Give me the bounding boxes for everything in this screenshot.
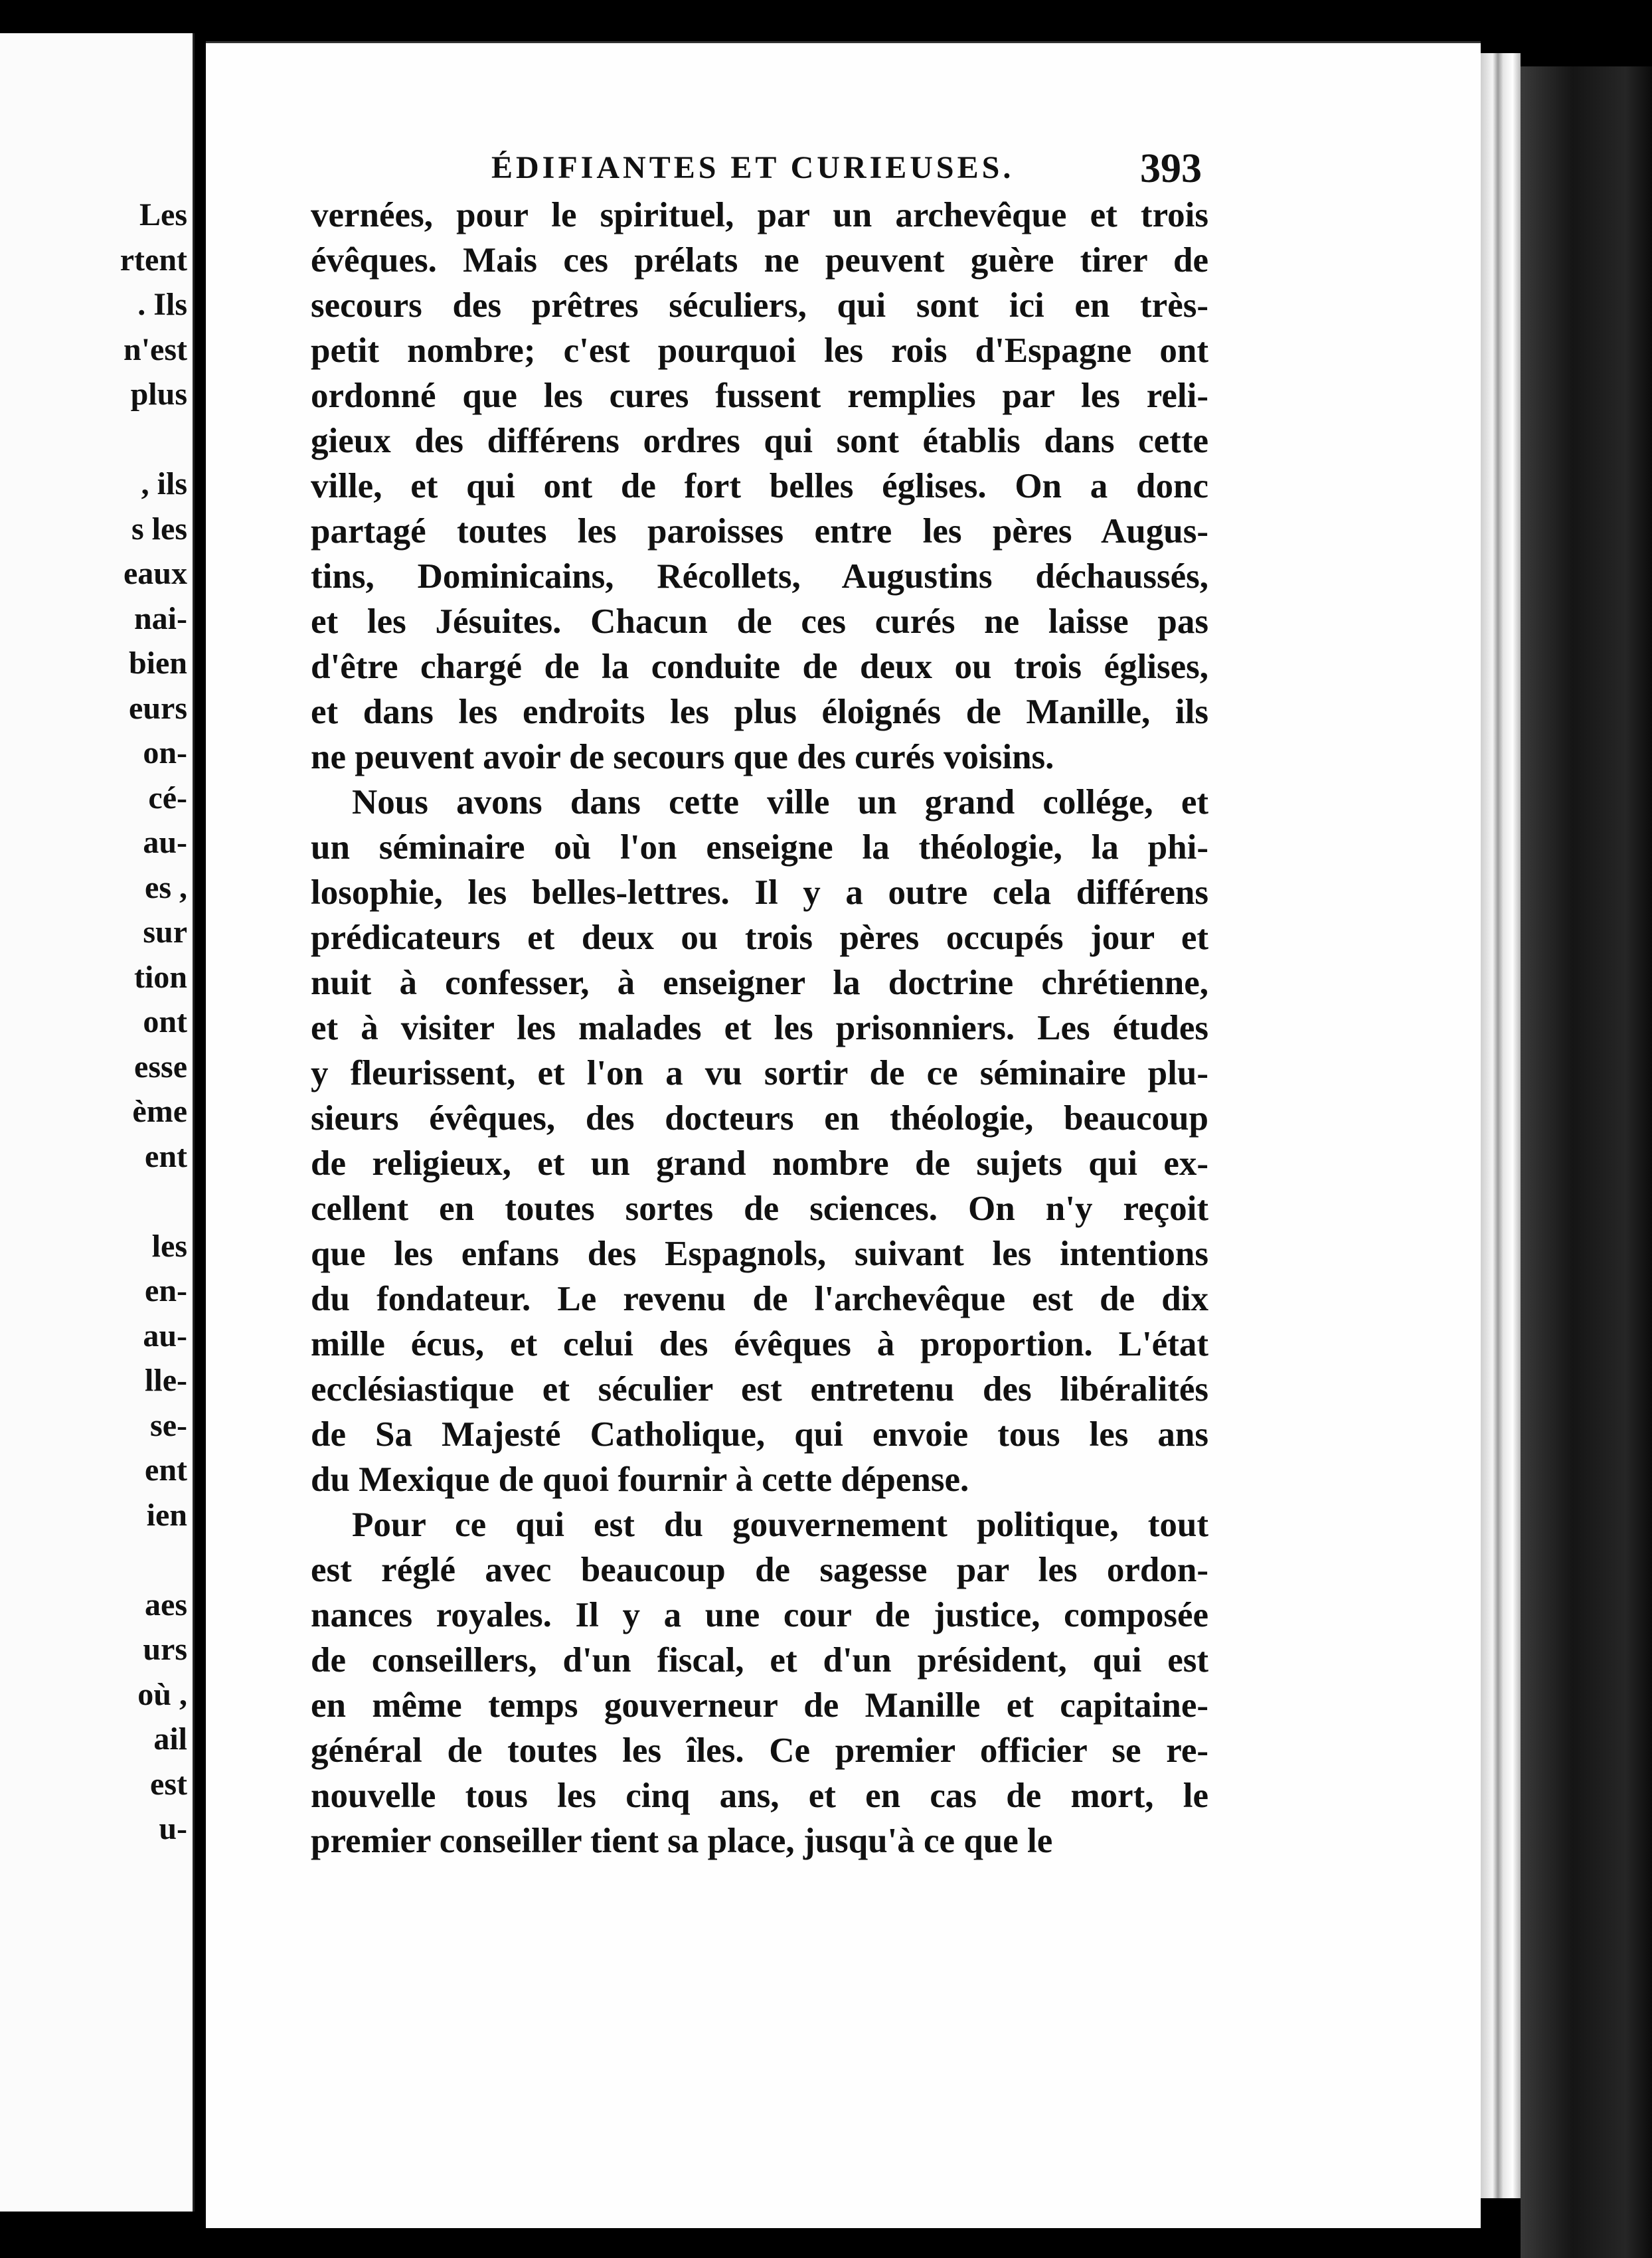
left-page-fragment: ème (132, 1094, 187, 1129)
left-page-fragment: urs (143, 1632, 187, 1667)
text-line: est réglé avec beaucoup de sagesse par les ordon- (311, 1551, 1208, 1589)
left-page-fragment: en- (145, 1273, 187, 1308)
left-page-fragment: nai- (133, 600, 187, 636)
text-line: mille écus, et celui des évêques à proportion. L'état (311, 1325, 1208, 1363)
text-line: Pour ce qui est du gouvernement politique, tout (352, 1506, 1208, 1544)
text-line: de Sa Majesté Catholique, qui envoie tous les ans (311, 1415, 1208, 1454)
left-page-fragment: cé- (148, 780, 187, 816)
left-page-fragment: est (150, 1766, 187, 1802)
text-line: que les enfans des Espagnols, suivant les intentions (311, 1235, 1208, 1273)
text-line: secours des prêtres séculiers, qui sont ici en très- (311, 286, 1208, 325)
left-page-fragment: lle- (145, 1363, 187, 1398)
left-page-fragment: les (151, 1228, 187, 1264)
text-line: et dans les endroits les plus éloignés de Manille, ils (311, 693, 1208, 731)
page-number: 393 (1140, 146, 1202, 191)
text-line: et à visiter les malades et les prisonniers. Les études (311, 1009, 1208, 1047)
text-line: nouvelle tous les cinq ans, et en cas de mort, le (311, 1777, 1208, 1815)
text-line: ne peuvent avoir de secours que des curés voisins. (311, 738, 1054, 776)
text-line: général de toutes les îles. Ce premier officier se re- (311, 1731, 1208, 1770)
left-page-fragment: ont (143, 1004, 187, 1039)
body-text (311, 193, 1208, 1864)
text-line: prédicateurs et deux ou trois pères occupés jour et (311, 918, 1208, 957)
text-line: nuit à confesser, à enseigner la doctrine chrétienne, (311, 964, 1208, 1002)
left-page-fragment: eaux (124, 556, 187, 591)
text-line: de conseillers, d'un fiscal, et d'un président, qui est (311, 1641, 1208, 1680)
left-page-fragment: rtent (120, 242, 187, 278)
page-header (491, 146, 1222, 196)
page-edge-strip (1481, 53, 1521, 2198)
text-line: losophie, les belles-lettres. Il y a outre cela différens (311, 873, 1208, 912)
text-line: Nous avons dans cette ville un grand collége, et (352, 783, 1208, 822)
text-line: cellent en toutes sortes de sciences. On n'y reçoit (311, 1189, 1208, 1228)
left-page-fragment: n'est (124, 331, 187, 367)
book-binding-edge (1521, 66, 1652, 2258)
text-line: évêques. Mais ces prélats ne peuvent guère tirer de (311, 241, 1208, 280)
left-page-fragment: au- (143, 1318, 187, 1353)
left-page-text-fragments (0, 33, 193, 2212)
text-line: vernées, pour le spirituel, par un archevêque et trois (311, 196, 1208, 234)
left-page-fragment: . Ils (137, 287, 187, 322)
left-page-fragment: , ils (141, 466, 187, 501)
text-line: gieux des différens ordres qui sont établis dans cette (311, 422, 1208, 460)
text-line: nances royales. Il y a une cour de justice, composée (311, 1596, 1208, 1634)
left-page-fragment: Les (139, 197, 187, 232)
text-line: un séminaire où l'on enseigne la théologie, la phi- (311, 828, 1208, 867)
left-page-fragment: ail (153, 1721, 187, 1757)
left-page-fragment: où , (137, 1676, 187, 1712)
text-line: premier conseiller tient sa place, jusqu'à ce que le (311, 1822, 1053, 1860)
left-page-fragment: es , (145, 869, 187, 905)
left-page-fragment: tion (133, 959, 187, 995)
text-line: du fondateur. Le revenu de l'archevêque est de dix (311, 1280, 1208, 1318)
left-page-fragment: ien (146, 1497, 187, 1533)
text-line: et les Jésuites. Chacun de ces curés ne laisse pas (311, 602, 1208, 641)
left-page-fragment: aes (145, 1587, 187, 1622)
left-page-fragment: au- (143, 825, 187, 860)
left-page-fragment: ent (145, 1452, 187, 1488)
text-line: d'être chargé de la conduite de deux ou trois églises, (311, 648, 1208, 686)
left-page-fragment: sur (143, 914, 187, 950)
left-page-fragment: bien (128, 646, 187, 681)
left-page-fragment: s les (131, 511, 187, 547)
left-page-fragment: esse (134, 1049, 187, 1085)
left-page-fragment: on- (143, 735, 187, 770)
left-page-fragment: se- (150, 1407, 187, 1443)
text-line: ville, et qui ont de fort belles églises. On a donc (311, 467, 1208, 505)
text-line: en même temps gouverneur de Manille et capitaine- (311, 1686, 1208, 1725)
text-line: ecclésiastique et séculier est entretenu des libéralités (311, 1370, 1208, 1409)
text-line: de religieux, et un grand nombre de sujets qui ex- (311, 1144, 1208, 1183)
text-line: sieurs évêques, des docteurs en théologie, beaucoup (311, 1099, 1208, 1138)
left-page-fragment: u- (159, 1811, 187, 1846)
text-line: petit nombre; c'est pourquoi les rois d'Espagne ont (311, 331, 1208, 370)
text-line: du Mexique de quoi fournir à cette dépense. (311, 1460, 969, 1499)
text-line: tins, Dominicains, Récollets, Augustins déchaussés, (311, 557, 1208, 596)
text-line: y fleurissent, et l'on a vu sortir de ce séminaire plu- (311, 1054, 1208, 1092)
text-line: ordonné que les cures fussent remplies par les reli- (311, 377, 1208, 415)
left-page-fragment: plus (130, 377, 187, 412)
left-page-fragment: eurs (129, 690, 187, 726)
running-head: ÉDIFIANTES ET CURIEUSES. (491, 150, 1015, 185)
left-page-fragment: ent (145, 1138, 187, 1174)
left-facing-page (0, 33, 195, 2212)
text-line: partagé toutes les paroisses entre les pères Augus- (311, 512, 1208, 551)
